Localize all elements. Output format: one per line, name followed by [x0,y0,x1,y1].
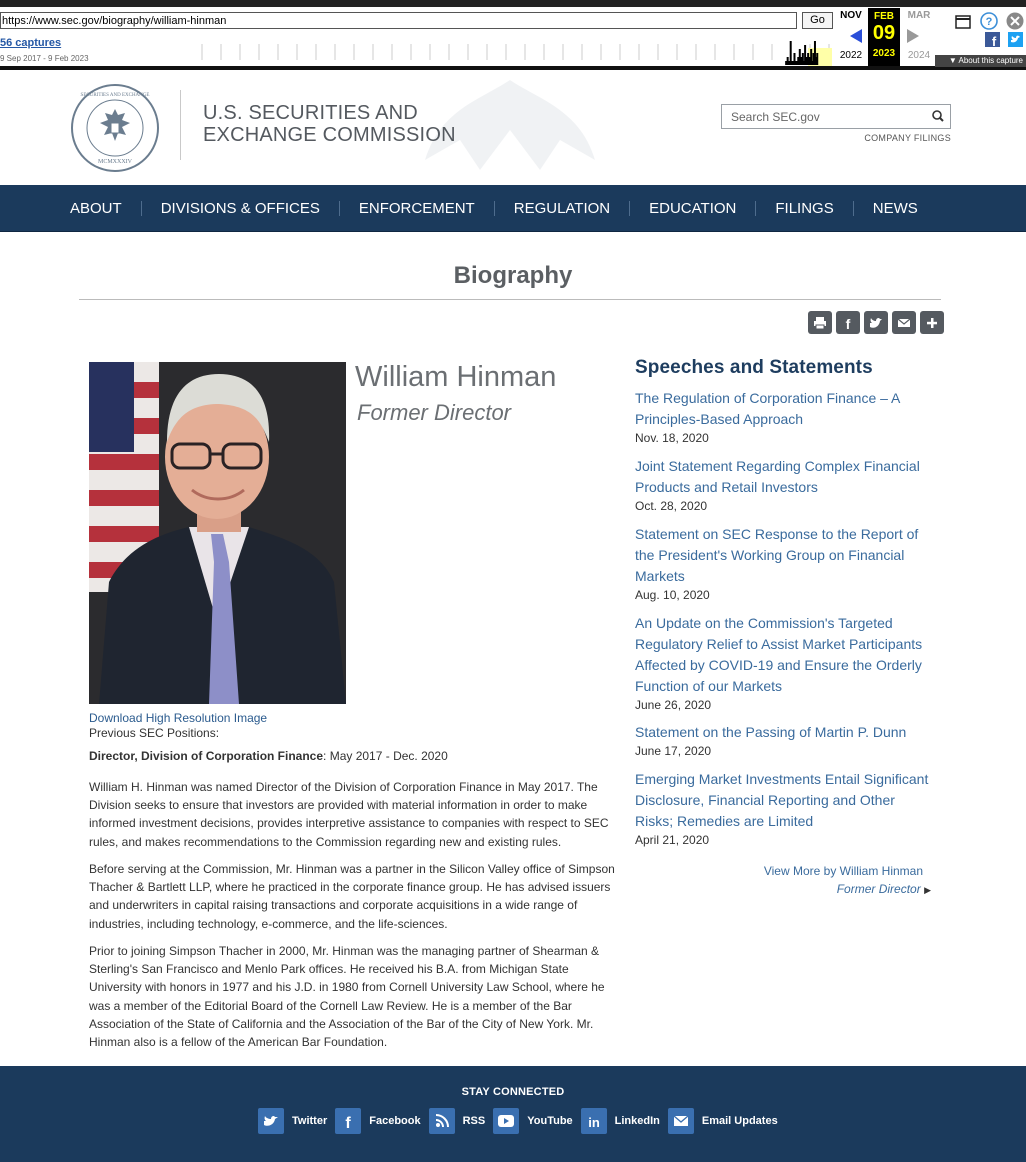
close-icon[interactable] [1006,12,1024,30]
twitter-button[interactable] [864,311,888,334]
portrait-photo [89,362,346,704]
speech-link[interactable]: The Regulation of Corporation Finance – A Principles-Based Approach [635,390,900,427]
linkedin-icon [581,1108,607,1134]
speech-item [635,613,931,712]
wayback-sparkline[interactable] [110,34,832,66]
sec-seal-logo[interactable] [70,83,160,173]
speech-date: Aug. 10, 2020 [635,588,710,602]
share-toolbar [808,311,944,334]
wayback-current-capture [868,8,900,66]
view-more-role-link[interactable] [720,882,931,896]
wayback-url-input[interactable] [0,12,797,29]
download-image-link[interactable]: Download High Resolution Image [89,711,268,725]
search-icon[interactable] [931,109,945,123]
nav-item-regulation[interactable]: REGULATION [495,201,630,216]
company-filings-link[interactable]: COMPANY FILINGS [864,133,951,143]
speech-link[interactable]: Emerging Market Investments Entail Significant Disclosure, Financial Reporting and Other Risks; Remedies are Limited [635,771,929,829]
nav-item-news[interactable]: NEWS [872,200,918,217]
wayback-prev-month[interactable]: NOV [840,10,862,21]
rss-link[interactable] [429,1108,486,1134]
bio-paragraph: William H. Hinman was named Director of the Division of Corporation Finance in May 2017. The Division seeks to ensure that investors are provided with material information in order to make informed investment decisions, provides interpretive assistance to companies with respect to SEC rules, and makes recommendations to the Commission regarding new and existing rules. [89,780,609,849]
speech-date: June 17, 2020 [635,744,712,758]
speech-date: Nov. 18, 2020 [635,431,709,445]
nav-item-divisions-offices[interactable]: DIVISIONS & OFFICES [142,201,340,216]
bio-paragraph: Prior to joining Simpson Thacher in 2000, Mr. Hinman was the managing partner of Shearman & Sterling's San Francisco and Menlo Park offices. He received his B.A. from Michigan State University with honors in 1977 and his J.D. in 1980 from Cornell University Law School, where he was a member of the Editorial Board of the Cornell Law Review. He is a member of the Bar Association of the State of California and the Association of the Bar of the City of New York. Mr. Hinman also is a fellow of the American Bar Foundation. [89,944,605,1050]
previous-positions-label: Previous SEC Positions: [89,726,220,740]
youtube-link[interactable] [493,1108,572,1134]
rss-icon [429,1108,455,1134]
speech-item [635,722,931,758]
svg-text:?: ? [985,16,993,28]
speech-date: June 26, 2020 [635,698,712,712]
svg-text:f: f [991,34,997,47]
wayback-next-month[interactable]: MAR [907,10,931,21]
portrait-illustration [89,362,346,704]
speech-link[interactable]: Joint Statement Regarding Complex Financial Products and Retail Investors [635,458,920,495]
agency-name[interactable] [203,102,456,146]
wayback-go-button[interactable]: Go [802,12,833,29]
more-share-button[interactable] [920,311,944,334]
nav-item-enforcement[interactable]: ENFORCEMENT [340,201,495,216]
view-more-link[interactable]: View More by William Hinman [763,864,923,878]
svg-text:SECURITIES AND EXCHANGE: SECURITIES AND EXCHANGE [80,93,150,98]
caret-right-icon: ▶ [924,885,931,895]
person-name: William Hinman [355,361,557,393]
header-divider [180,90,181,160]
agency-name-line2: EXCHANGE COMMISSION [203,124,456,146]
wayback-captures-link[interactable]: 56 captures [0,37,62,49]
linkedin-label: LinkedIn [614,1115,660,1127]
speech-link[interactable]: Statement on SEC Response to the Report of the President's Working Group on Financial Markets [635,526,919,584]
nav-item-about[interactable]: ABOUT [51,201,142,216]
facebook-label: Facebook [369,1115,421,1127]
speech-item [635,769,931,847]
facebook-button[interactable] [836,311,860,334]
wayback-current-month: FEB [874,11,894,22]
wayback-about-label: About this capture [958,56,1023,65]
plus-icon [925,316,939,330]
youtube-label: YouTube [527,1115,573,1127]
site-header [0,70,1026,185]
svg-text:MCMXXXIV: MCMXXXIV [97,159,133,165]
view-more-role-label: Former Director [836,882,921,896]
twitter-icon [869,316,883,330]
bio-paragraph: Before serving at the Commission, Mr. Hinman was a partner in the Silicon Valley office of Simpson Thacher & Bartlett LLP, where he practiced in the corporate finance group. He has advised issuers and underwriters in capital raising transactions and corporate acquisitions in a wide range of industries, including technology, e-commerce, and the life-sciences. [89,862,615,931]
wayback-capture-range: 9 Sep 2017 - 9 Feb 2023 [0,54,89,63]
search-input[interactable] [722,105,922,128]
wayback-about-capture[interactable] [935,55,1026,67]
person-role: Former Director [357,400,512,425]
email-icon [897,316,911,330]
position-title: Director, Division of Corporation Finance [89,749,324,763]
window-icon[interactable] [955,15,971,29]
wayback-current-year: 2023 [872,48,896,59]
facebook-icon [335,1108,361,1134]
print-icon [813,316,827,330]
facebook-icon [841,316,855,330]
wayback-toolbar [0,0,1026,70]
title-divider [79,299,941,300]
help-icon[interactable] [980,12,998,30]
email-button[interactable] [892,311,916,334]
speeches-heading: Speeches and Statements [635,357,873,378]
svg-text:in: in [587,1115,600,1128]
print-button[interactable] [808,311,832,334]
twitter-label: Twitter [292,1115,328,1127]
speech-link[interactable]: An Update on the Commission's Targeted Regulatory Relief to Assist Market Participants Affected by COVID-19 and Ensure the Orderly Function of our Markets [635,615,923,694]
speech-item [635,456,931,513]
speech-item [635,388,931,445]
nav-item-filings[interactable]: FILINGS [756,201,853,216]
email-icon [668,1108,694,1134]
speech-item [635,524,931,602]
facebook-link[interactable] [335,1108,420,1134]
twitter-share-icon[interactable] [1008,32,1023,47]
twitter-link[interactable] [258,1108,327,1134]
rss-label: RSS [462,1115,486,1127]
previous-position [89,749,448,763]
page-title: Biography [453,262,573,289]
main-nav [0,185,1026,232]
nav-item-education[interactable]: EDUCATION [630,201,756,216]
agency-name-line1: U.S. SECURITIES AND [203,102,418,124]
wayback-about-triangle-icon: ▼ [948,56,959,65]
speech-date: April 21, 2020 [635,833,710,847]
search-box [721,104,951,129]
wayback-prev-arrow-icon[interactable] [849,28,863,44]
wayback-current-day: 09 [872,22,896,44]
wayback-next-year[interactable]: 2024 [907,50,931,61]
speech-link[interactable]: Statement on the Passing of Martin P. Dunn [635,724,907,740]
wayback-prev-year[interactable]: 2022 [839,50,863,61]
email-updates-link[interactable] [668,1108,778,1134]
facebook-share-icon[interactable] [985,32,1000,47]
wayback-next-arrow-icon[interactable] [906,28,920,44]
position-dates: : May 2017 - Dec. 2020 [323,749,448,763]
stay-connected-heading: STAY CONNECTED [461,1086,565,1098]
linkedin-link[interactable] [581,1108,660,1134]
social-links [258,1108,786,1134]
twitter-icon [258,1108,284,1134]
speech-date: Oct. 28, 2020 [635,499,708,513]
youtube-icon [493,1108,519,1134]
site-footer [0,1066,1026,1162]
svg-text:f: f [845,315,851,330]
email-updates-label: Email Updates [701,1115,778,1127]
sparkline-bar [816,53,818,65]
svg-text:f: f [345,1115,351,1129]
